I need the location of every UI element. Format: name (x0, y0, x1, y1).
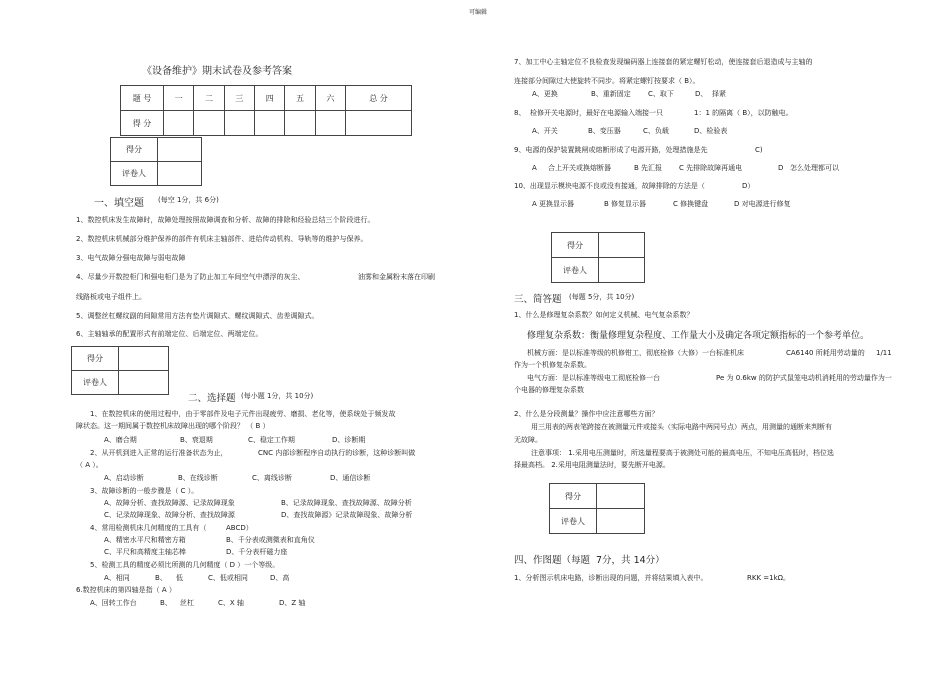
question-text: （ A ）。 (76, 461, 103, 469)
question-text: 2、从开机到进入正常的运行准备状态为止， (90, 449, 228, 457)
answer-text: 无故障。 (514, 436, 542, 444)
grader-name-label: 评卷人 (111, 162, 158, 186)
option: C、负载 (643, 127, 669, 135)
option: D、千分表杆磁力座 (226, 548, 288, 556)
option: D、通信诊断 (330, 474, 371, 482)
question-text: 3、故障诊断的一般步骤是（ C ）。 (90, 487, 199, 495)
question-text: 1、数控机床发生故障时，故障处理按照故障调查和分析、故障的排除和经验总结三个阶段进行。 (76, 216, 375, 224)
question-text: 4、常用检测机床几何精度的工具有（ (90, 524, 207, 532)
option: 怎么处理都可以 (790, 164, 839, 172)
section-2-note: (每小题 1分，共 10分) (241, 392, 314, 400)
option: C、低或相同 (208, 574, 248, 582)
option: B、重新固定 (591, 90, 631, 98)
section-1-note: (每空 1分，共 6分) (158, 196, 219, 204)
score-table-cell: 二 (194, 86, 224, 111)
score-table-cell: 一 (164, 86, 194, 111)
option: A、启动诊断 (104, 474, 144, 482)
option: D、高 (270, 574, 290, 582)
option: B、记录故障现象、查找故障源、故障分析 (281, 499, 412, 507)
question-text: 1、什么是修理复杂系数？如何定义机械、电气复杂系数？ (514, 311, 694, 319)
option: D、Z 轴 (279, 599, 306, 607)
question-text: 检修开关电源时，最好在电源输入端接一只 (530, 109, 663, 117)
question-text: 9、电源的保护装置跳闸或熔断形成了电源开路，处理措施是先 (514, 146, 708, 154)
option: A 更换显示器 (532, 200, 575, 208)
grader-name-label: 评卷人 (550, 509, 597, 534)
grader-score-label: 得分 (550, 484, 597, 509)
option: A、相同 (104, 574, 130, 582)
option: B、在线诊断 (178, 474, 218, 482)
question-text: 1、分析图示机床电路，诊断出现的问题，并将结果填入表中。 (514, 574, 708, 582)
score-table-cell: 五 (285, 86, 315, 111)
section-2-title: 二、选择题 (188, 393, 236, 404)
question-text: 油雾和金属粉末落在印刷 (358, 273, 435, 281)
page-title: 《设备维护》期末试卷及参考答案 (142, 66, 292, 77)
question-text: 7、加工中心主轴定位不良检查发现编码器上连接套的紧定螺钉松动，使连接套后退造成与主轴的 (514, 58, 813, 66)
option: A (532, 164, 537, 172)
question-text: 障状态。这一期间属于数控机床故障出现的哪个阶段？ （ B ） (76, 422, 270, 430)
question-text: 5、调整丝杠螺纹副的间隙常用方法有垫片调隙式、螺纹调隙式、齿差调隙式。 (76, 312, 319, 320)
answer-text: 1/11 (876, 349, 892, 357)
option: B、衰退期 (180, 436, 213, 444)
answer-text: 择最高档。 2.采用电阻测量法时，要先断开电源。 (514, 461, 670, 469)
section-1-title: 一、填空题 (94, 198, 144, 209)
section-3-note: (每题 5分，共 10分) (569, 293, 635, 301)
question-text: 3、电气故障分强电故障与弱电故障 (76, 254, 186, 262)
option: A、故障分析、查找故障源、记录故障现象 (104, 499, 235, 507)
score-table-cell: 总 分 (346, 86, 412, 111)
grader-score-label: 得分 (72, 347, 119, 371)
answer-text: 用三用表的两表笔跨接在被测量元件或接头（实际电路中两同号点）两点，用测量的通断来判断有 (531, 423, 832, 431)
option: C、离线诊断 (252, 474, 292, 482)
option: 择紧 (712, 90, 726, 98)
grader-table (71, 346, 169, 395)
question-text: C) (755, 146, 763, 154)
question-text: 4、尽量少开数控柜门和强电柜门是为了防止加工车间空气中漂浮的灰尘、 (76, 273, 305, 281)
question-text: 连接部分间隙过大使旋转不同步。将紧定螺钉按要求（ B）。 (514, 77, 700, 85)
question-text: ABCD） (226, 524, 253, 532)
option: D、诊断期 (332, 436, 366, 444)
option: D、检验表 (694, 127, 728, 135)
question-text: RKK =1kΩ。 (747, 574, 790, 582)
option: D、 (695, 90, 708, 98)
question-text: 2、数控机床机械部分维护保养的部件有机床主轴部件、进给传动机构、导轨等的维护与保养。 (76, 235, 368, 243)
answer-text: 机械方面：是以标准等级的机修钳工，彻底检修（大修）一台标准机床 (527, 349, 744, 357)
grader-name-label: 评卷人 (72, 371, 119, 395)
question-text: 2、什么是分段测量？操作中应注意哪些方面？ (514, 410, 659, 418)
score-table-cell: 三 (224, 86, 254, 111)
option: A、回转工作台 (90, 599, 137, 607)
option: C、平尺和高精度主轴芯棒 (104, 548, 186, 556)
option: 低 (176, 574, 183, 582)
question-text: D） (742, 182, 755, 190)
option: C、记录故障现象、故障分析、查找故障源 (104, 511, 235, 519)
question-text: 线路板或电子组件上。 (76, 293, 146, 301)
answer-text: 修理复杂系数：衡量修理复杂程度、工作量大小及确定各项定额指标的一个参考单位。 (527, 331, 870, 341)
section-4-title: 四、作图题（每题 (514, 555, 591, 566)
question-text: 6、主轴轴承的配置形式有前端定位、后端定位、两端定位。 (76, 330, 263, 338)
option: D (778, 164, 784, 172)
option: A、更换 (532, 90, 558, 98)
section-3-title: 三、简答题 (514, 294, 562, 305)
option: B、变压器 (588, 127, 621, 135)
option: B、千分表或测微表和直角仪 (226, 536, 315, 544)
grader-score-label: 得分 (552, 233, 599, 258)
option: B、 (155, 574, 167, 582)
answer-text: 作为一个机修复杂系数。 (514, 361, 591, 369)
question-text: 10、出现显示模块电源不良或没有接通，故障排除的方法是（ (514, 182, 705, 190)
option: 合上开关或换熔断器 (548, 164, 611, 172)
option: C 先排除故障再通电 (679, 164, 743, 172)
answer-text: CA6140 所耗用劳动量的 (786, 349, 865, 357)
option: 丝杠 (180, 599, 194, 607)
grader-name-label: 评卷人 (552, 258, 599, 283)
option: B 先汇报 (634, 164, 663, 172)
option: C、稳定工作期 (248, 436, 295, 444)
answer-text: Pe 为 0.6kw 的防护式鼠笼电动机消耗用的劳动量作为一 (716, 374, 892, 382)
question-text: 8、 (514, 109, 526, 117)
option: C、X 轴 (218, 599, 244, 607)
question-text: CNC 内部诊断程序自动执行的诊断，这种诊断叫做 (258, 449, 416, 457)
option: C、取下 (648, 90, 674, 98)
question-text: 5、检测工具的精度必须比所测的几何精度（ D ）一个等级。 (90, 561, 280, 569)
answer-text: 电气方面：是以标准等级电工彻底检修一台 (527, 374, 660, 382)
page-header: 可编辑 (469, 9, 488, 16)
grader-score-label: 得分 (111, 138, 158, 162)
option: C 修换键盘 (673, 200, 709, 208)
option: B 修复显示器 (604, 200, 647, 208)
score-table-cell: 得 分 (121, 111, 164, 136)
option: D 对电源进行修复 (734, 200, 791, 208)
question-text: 1、在数控机床的使用过程中，由于零部件及电子元件出现疲劳、磨损、老化等，使系统处于频发故 (90, 410, 396, 418)
option: A、磨合期 (104, 436, 137, 444)
score-table-cell: 题 号 (121, 86, 164, 111)
answer-text: 个电器的修理复杂系数 (514, 386, 584, 394)
score-table-cell: 四 (255, 86, 285, 111)
answer-text: 注意事项： 1.采用电压测量时，所选量程要高于被测处可能的最高电压，不知电压高低时，档位选 (531, 449, 834, 457)
option: A、开关 (532, 127, 558, 135)
grader-table (549, 483, 645, 534)
option: B、 (160, 599, 172, 607)
question-text: 1：1 的隔离（ B），以防触电。 (694, 109, 793, 117)
option: D、查找故障源》记录故障现象、故障分析 (281, 511, 413, 519)
question-text: 6.数控机床的第四轴是指（ A ） (76, 586, 176, 594)
score-table (120, 85, 412, 136)
grader-table (551, 232, 645, 283)
option: A、精密水平尺和精密方箱 (104, 536, 186, 544)
section-4-note: 7分，共 14分） (596, 555, 665, 566)
score-table-cell: 六 (315, 86, 345, 111)
grader-table (110, 137, 202, 186)
